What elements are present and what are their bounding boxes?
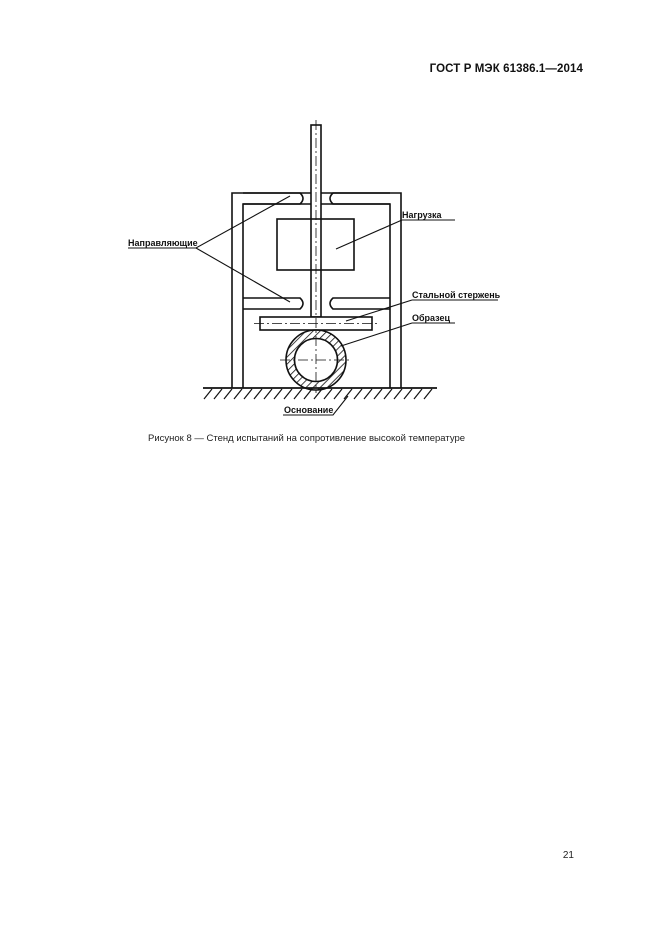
label-base: Основание bbox=[284, 405, 334, 415]
guide-lower-right bbox=[330, 298, 390, 309]
figure-caption: Рисунок 8 — Стенд испытаний на сопротивление высокой температуре bbox=[148, 433, 466, 444]
guide-upper-left bbox=[243, 193, 303, 204]
guide-lower-left bbox=[243, 298, 303, 309]
leader-guides bbox=[128, 196, 290, 302]
label-guides: Направляющие bbox=[128, 238, 198, 248]
load-block bbox=[277, 219, 354, 270]
label-load: Нагрузка bbox=[402, 210, 442, 220]
document-header: ГОСТ Р МЭК 61386.1—2014 bbox=[429, 63, 583, 75]
label-sample: Образец bbox=[412, 313, 451, 323]
guide-upper-right bbox=[330, 193, 390, 204]
page-number: 21 bbox=[562, 850, 574, 861]
label-steel-rod: Стальной стержень bbox=[412, 290, 501, 300]
